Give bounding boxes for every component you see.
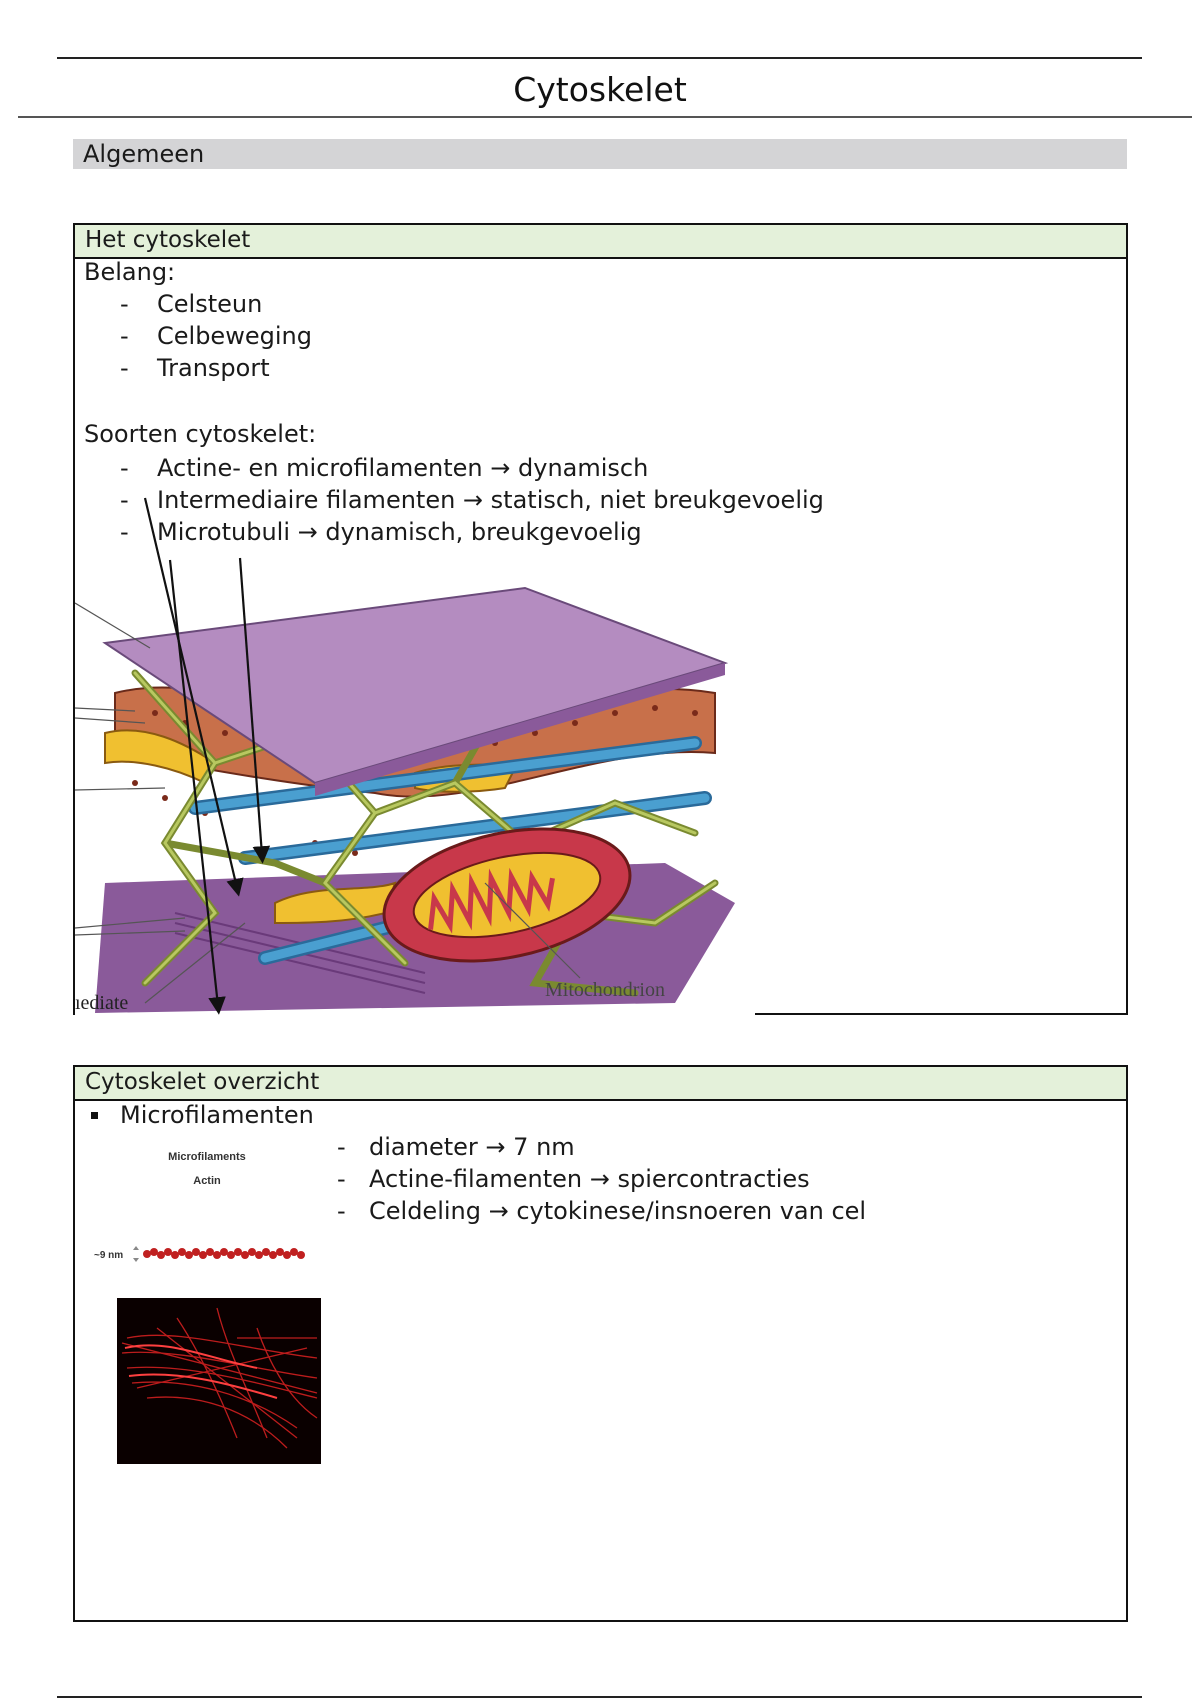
list-dash: - [120, 322, 129, 350]
list-item: Actine- en microfilamenten → dynamisch [157, 454, 649, 482]
list-item: diameter → 7 nm [369, 1133, 575, 1161]
list-dash: - [120, 486, 129, 514]
scale-arrow-icon [133, 1246, 139, 1262]
mitochondrion-label: Mitochondrion [545, 979, 665, 1001]
list-item: Microtubuli → dynamisch, breukgevoelig [157, 518, 642, 546]
list-item: Actine-filamenten → spiercontracties [369, 1165, 810, 1193]
box-header: Het cytoskelet [75, 225, 1126, 259]
belang-label: Belang: [84, 258, 176, 286]
actin-filament [143, 1248, 305, 1259]
arrow-microtubule [240, 558, 262, 855]
list-item: Celbeweging [157, 322, 312, 350]
soorten-label: Soorten cytoskelet: [84, 420, 317, 448]
section-heading: Algemeen [73, 139, 1127, 169]
arrow-intermediate [170, 560, 218, 1006]
intermediate-label-partial: ıediate [75, 992, 129, 1014]
box-header: Cytoskelet overzicht [75, 1067, 1126, 1101]
bottom-rule [57, 1696, 1142, 1698]
list-item: Celdeling → cytokinese/insnoeren van cel [369, 1197, 867, 1225]
figure-title: Microfilaments [168, 1151, 246, 1163]
list-dash: - [337, 1133, 346, 1161]
page-title: Cytoskelet [513, 70, 687, 109]
list-dash: - [120, 518, 129, 546]
arrow-actin [145, 498, 237, 888]
scale-label: ~9 nm [94, 1250, 124, 1261]
list-dash: - [337, 1197, 346, 1225]
list-item: Intermediaire filamenten → statisch, niet breukgevoelig [157, 486, 824, 514]
list-dash: - [120, 290, 129, 318]
list-item: Celsteun [157, 290, 263, 318]
list-item: Transport [157, 354, 270, 382]
list-dash: - [120, 454, 129, 482]
figure-subtitle: Actin [193, 1175, 221, 1187]
square-bullet [91, 1112, 98, 1119]
microfilament-diagram [92, 1142, 322, 1272]
actin-micrograph [117, 1298, 321, 1464]
bullet-microfilamenten: Microfilamenten [120, 1101, 314, 1129]
list-dash: - [337, 1165, 346, 1193]
list-dash: - [120, 354, 129, 382]
